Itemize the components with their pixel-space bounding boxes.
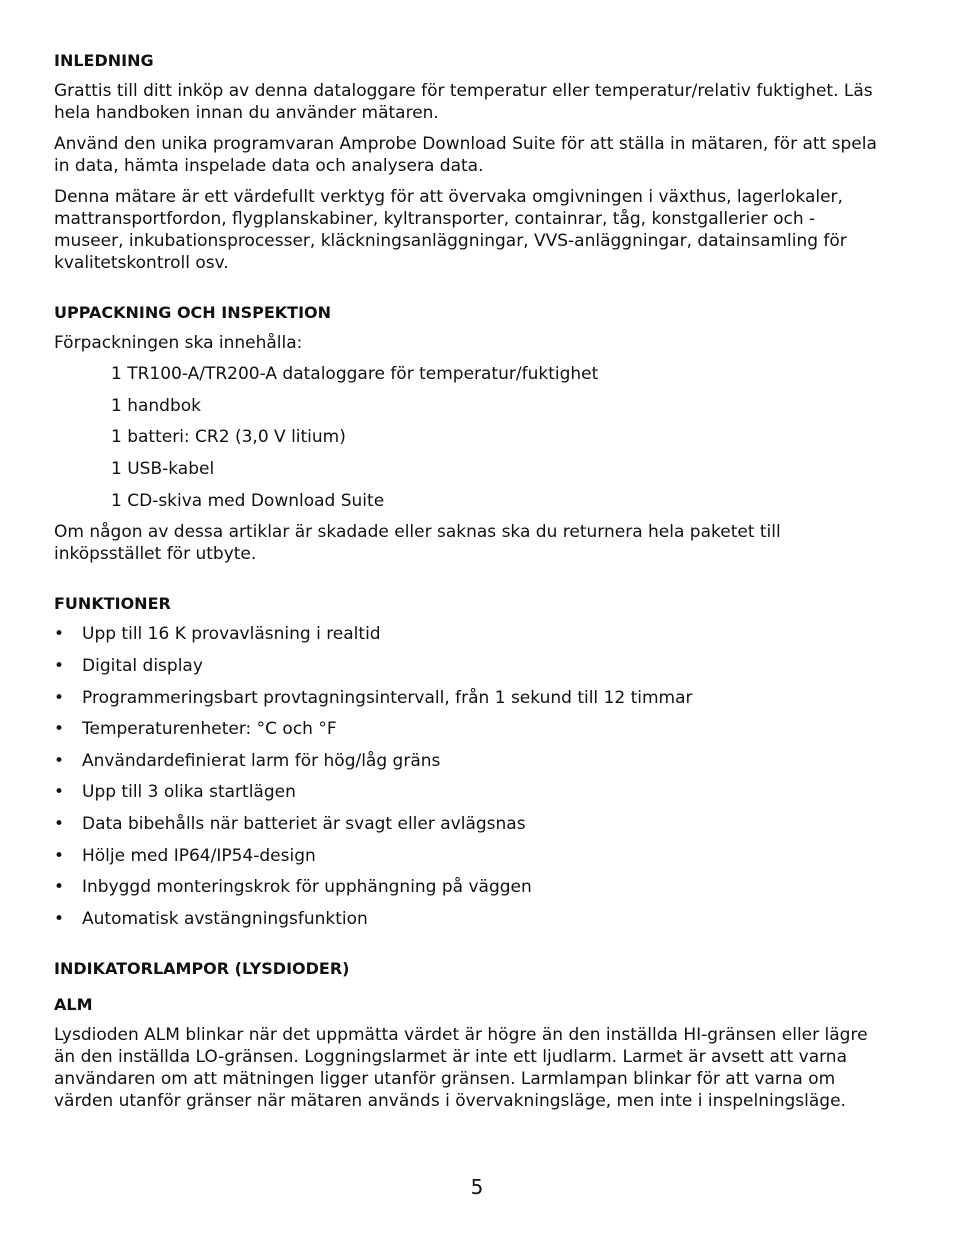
page-number: 5 — [470, 1175, 484, 1199]
feature-text: Inbyggd monteringskrok för upphängning på väggen — [82, 877, 532, 898]
section-heading-features: FUNKTIONER — [54, 594, 171, 614]
features-list — [54, 623, 884, 929]
list-item — [54, 655, 884, 677]
subsection-heading-alm: ALM — [54, 994, 93, 1014]
list-item: 1 batteri: CR2 (3,0 V litium) — [111, 427, 346, 448]
bullet-glyph: • — [54, 845, 65, 866]
bullet-glyph: • — [54, 782, 65, 803]
manual-page — [54, 50, 884, 1121]
feature-text: Hölje med IP64/IP54-design — [82, 845, 316, 866]
feature-text: Upp till 16 K provavläsning i realtid — [82, 624, 381, 645]
package-contents-list — [54, 363, 884, 512]
list-item: 1 CD-skiva med Download Suite — [111, 490, 385, 511]
unpacking-outro: Om någon av dessa artiklar är skadade eller saknas ska du returnera hela paketet till inköpsstället för utbyte. — [54, 522, 781, 565]
intro-paragraph-2: Använd den unika programvaran Amprobe Download Suite för att ställa in mätaren, för att spela in data, hämta inspelade data och analysera data. — [54, 134, 877, 176]
list-item — [54, 623, 884, 645]
list-item — [54, 781, 884, 803]
list-item — [54, 908, 884, 930]
alm-paragraph: Lysdioden ALM blinkar när det uppmätta värdet är högre än den inställda HI-gränsen eller lägre än den inställda LO-gränsen. Loggningslarmet är inte ett ljudlarm. Larmet är avsett att varna användaren om att mätningen ligger utanför gränsen. Larmlampan blinkar för att varna om värden utanför gränser när mätaren används i övervakningsläge, men inte i inspelningsläge. — [54, 1024, 868, 1111]
list-item — [54, 813, 884, 835]
bullet-glyph: • — [54, 687, 65, 708]
bullet-glyph: • — [54, 719, 65, 740]
section-heading-indicators: INDIKATORLAMPOR (LYSDIODER) — [54, 958, 350, 978]
feature-text: Programmeringsbart provtagningsintervall, från 1 sekund till 12 timmar — [82, 687, 693, 708]
feature-text: Upp till 3 olika startlägen — [82, 782, 296, 803]
intro-paragraph-3: Denna mätare är ett värdefullt verktyg för att övervaka omgivningen i växthus, lagerlokaler, mattransportfordon, flygplanskabiner, kyltransporter, containrar, tåg, konstgallerier och -museer, inkubationsprocesser, kläckningsanläggningar, VVS-anläggningar, datainsamling för kvalitetskontroll osv. — [54, 187, 847, 273]
section-heading-unpacking: UPPACKNING OCH INSPEKTION — [54, 303, 332, 322]
bullet-glyph: • — [54, 908, 65, 929]
bullet-glyph: • — [54, 750, 65, 771]
bullet-glyph: • — [54, 877, 65, 898]
list-item — [54, 876, 884, 898]
feature-text: Användardefinierat larm för hög/låg gräns — [82, 750, 441, 771]
feature-text: Digital display — [82, 656, 203, 677]
list-item: 1 USB-kabel — [111, 459, 215, 480]
bullet-glyph: • — [54, 814, 65, 834]
section-heading-intro: INLEDNING — [54, 51, 154, 70]
bullet-glyph: • — [54, 656, 65, 677]
feature-text: Temperaturenheter: °C och °F — [82, 719, 337, 740]
list-item — [54, 750, 884, 772]
unpacking-intro: Förpackningen ska innehålla: — [54, 333, 303, 353]
list-item: 1 handbok — [111, 395, 202, 416]
feature-text: Data bibehålls när batteriet är svagt eller avlägsnas — [82, 814, 526, 834]
bullet-glyph: • — [54, 624, 65, 645]
feature-text: Automatisk avstängningsfunktion — [82, 908, 368, 929]
list-item — [54, 687, 884, 709]
intro-paragraph-1: Grattis till ditt inköp av denna dataloggare för temperatur eller temperatur/relativ fuktighet. Läs hela handboken innan du använder mätaren. — [54, 81, 873, 123]
list-item — [54, 845, 884, 867]
list-item — [54, 718, 884, 740]
list-item: 1 TR100-A/TR200-A dataloggare för temperatur/fuktighet — [111, 364, 599, 384]
